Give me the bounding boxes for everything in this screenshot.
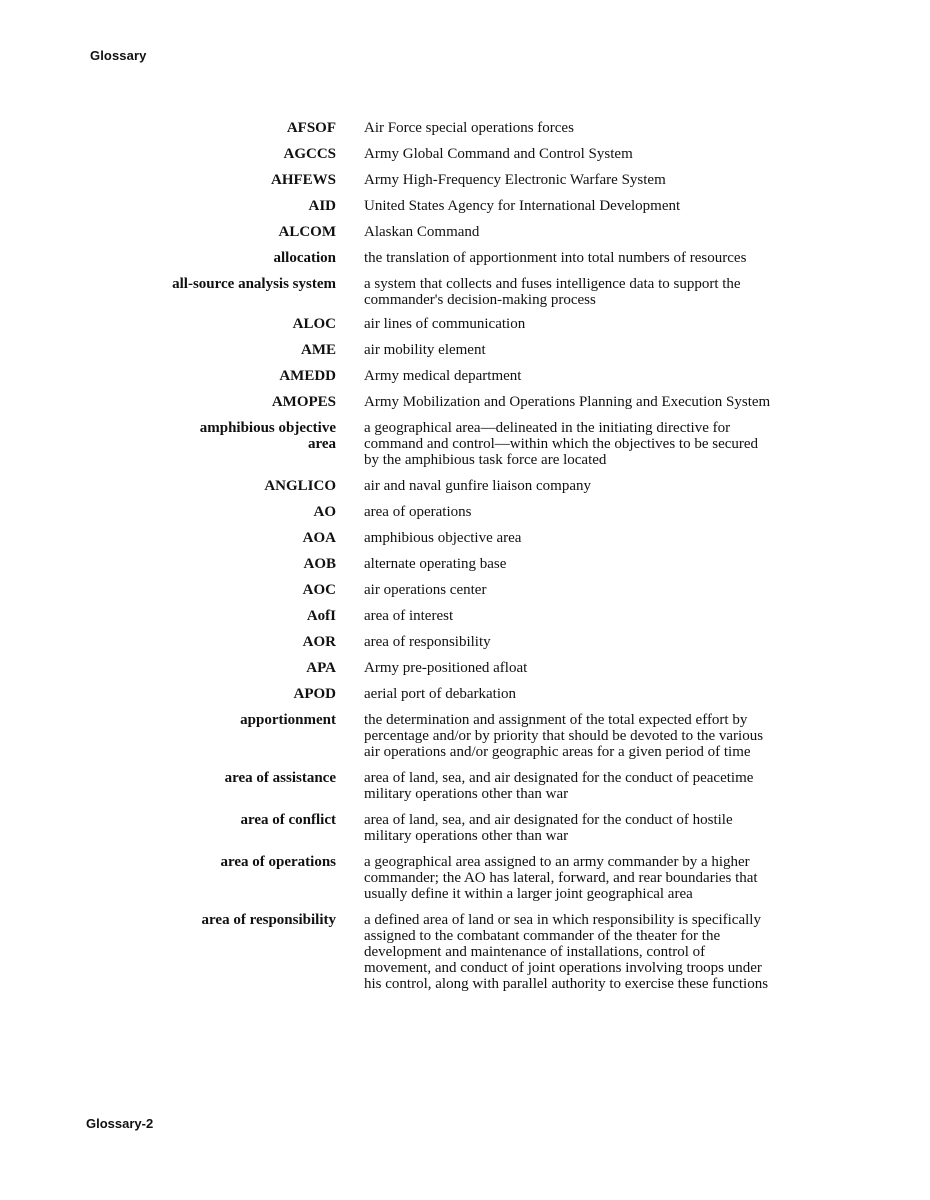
glossary-term: AOR	[302, 634, 336, 650]
page-footer: Glossary-2	[86, 1116, 154, 1131]
glossary-term: amphibious objective area	[199, 420, 336, 452]
glossary-entry	[170, 342, 790, 358]
glossary-term: area of responsibility	[201, 912, 336, 928]
glossary-term: ANGLICO	[264, 478, 336, 494]
glossary-entry	[170, 582, 790, 598]
glossary-term: area of assistance	[224, 770, 336, 786]
glossary-definition: area of land, sea, and air designated for the conduct of peacetime military operations other than war	[364, 770, 754, 802]
glossary-term: AOB	[303, 556, 336, 572]
glossary-entry	[170, 556, 790, 572]
glossary-definition: the determination and assignment of the total expected effort by percentage and/or by priority that should be devoted to the various air operations and/or geographic areas for a given period of time	[364, 712, 764, 760]
glossary-definition: Army pre-positioned afloat	[364, 660, 528, 676]
glossary-definition: Alaskan Command	[364, 224, 480, 240]
glossary-entry	[170, 912, 790, 992]
glossary-term: all-source analysis system	[172, 276, 336, 292]
glossary-entry	[170, 250, 790, 266]
glossary-entry	[170, 316, 790, 332]
glossary-definition: Army medical department	[364, 368, 522, 384]
glossary-term: APA	[306, 660, 336, 676]
glossary-term: ALOC	[292, 316, 336, 332]
glossary-definition: aerial port of debarkation	[364, 686, 517, 702]
glossary-definition: air operations center	[364, 582, 487, 598]
glossary-entry	[170, 530, 790, 546]
glossary-term: AHFEWS	[270, 172, 336, 188]
glossary-definition: area of operations	[364, 504, 472, 520]
glossary-entry	[170, 478, 790, 494]
glossary-term: area of operations	[220, 854, 336, 870]
glossary-entry	[170, 394, 790, 410]
glossary-term: apportionment	[240, 712, 336, 728]
glossary-entry	[170, 854, 790, 902]
glossary-definition: area of interest	[364, 608, 454, 624]
glossary-entry	[170, 368, 790, 384]
glossary-entry	[170, 172, 790, 188]
glossary-definition: a defined area of land or sea in which responsibility is specifically assigned to the combatant commander of the theater for the development and maintenance of installations, control of movement, and conduct of joint operations involving troops under his control, along with parallel authority to exercise these functions	[364, 912, 769, 992]
glossary-definition: air mobility element	[364, 342, 486, 358]
glossary-term: allocation	[273, 250, 336, 266]
glossary-definition: Air Force special operations forces	[364, 120, 574, 136]
glossary-definition: air lines of communication	[364, 316, 526, 332]
glossary-definition: area of land, sea, and air designated for the conduct of hostile military operations other than war	[364, 812, 733, 844]
glossary-definition: amphibious objective area	[364, 530, 522, 546]
glossary-definition: alternate operating base	[364, 556, 507, 572]
glossary-entry	[170, 146, 790, 162]
glossary-definition: air and naval gunfire liaison company	[364, 478, 592, 494]
glossary-definition: the translation of apportionment into total numbers of resources	[364, 250, 747, 266]
glossary-entry	[170, 198, 790, 214]
glossary-entry	[170, 660, 790, 676]
glossary-definition: a system that collects and fuses intelligence data to support the commander's decision-making process	[364, 276, 741, 308]
glossary-list	[170, 120, 790, 992]
glossary-entry	[170, 812, 790, 844]
glossary-term: ALCOM	[278, 224, 336, 240]
glossary-entry	[170, 686, 790, 702]
glossary-term: AO	[313, 504, 336, 520]
glossary-entry	[170, 224, 790, 240]
glossary-definition: Army Mobilization and Operations Planning and Execution System	[364, 394, 771, 410]
glossary-entry	[170, 608, 790, 624]
glossary-entry	[170, 712, 790, 760]
glossary-entry	[170, 420, 790, 468]
glossary-definition: a geographical area assigned to an army commander by a higher commander; the AO has lateral, forward, and rear boundaries that usually define it within a larger joint geographical area	[364, 854, 758, 902]
glossary-term: AMEDD	[279, 368, 336, 384]
glossary-term: AMOPES	[271, 394, 336, 410]
glossary-term: AOC	[302, 582, 336, 598]
glossary-term: area of conflict	[240, 812, 336, 828]
glossary-term: AFSOF	[286, 120, 336, 136]
glossary-entry	[170, 276, 790, 308]
glossary-definition: Army Global Command and Control System	[364, 146, 633, 162]
glossary-term: APOD	[293, 686, 336, 702]
glossary-definition: United States Agency for International Development	[364, 198, 681, 214]
glossary-entry	[170, 634, 790, 650]
glossary-definition: Army High-Frequency Electronic Warfare System	[364, 172, 666, 188]
glossary-term: AofI	[306, 608, 336, 624]
page-header: Glossary	[90, 48, 147, 63]
glossary-definition: area of responsibility	[364, 634, 491, 650]
glossary-entry	[170, 770, 790, 802]
glossary-term: AID	[308, 198, 336, 214]
glossary-definition: a geographical area—delineated in the initiating directive for command and control—within which the objectives to be secured by the amphibious task force are located	[364, 420, 759, 468]
glossary-entry	[170, 120, 790, 136]
glossary-entry	[170, 504, 790, 520]
glossary-term: AGCCS	[283, 146, 336, 162]
glossary-term: AOA	[302, 530, 336, 546]
glossary-term: AME	[301, 342, 336, 358]
